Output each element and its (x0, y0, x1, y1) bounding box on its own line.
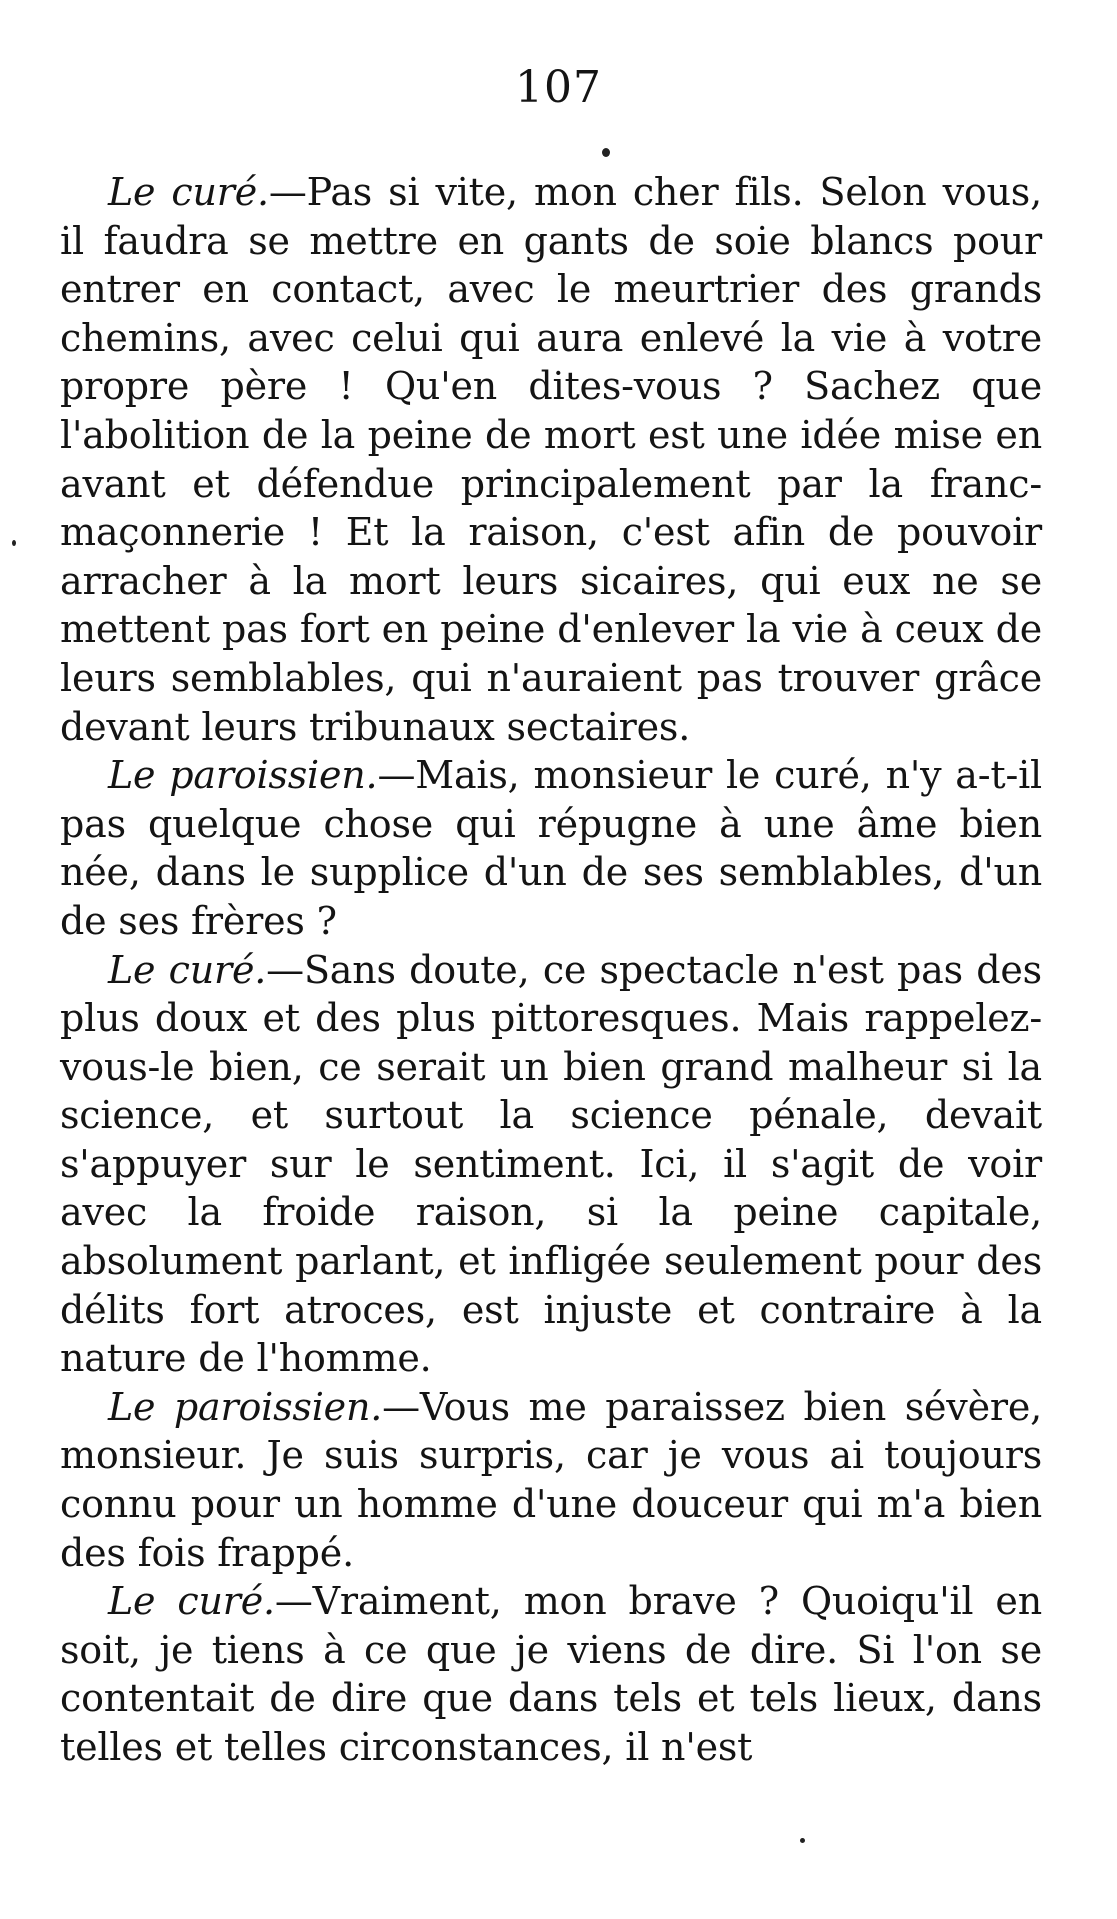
ink-speck (602, 148, 610, 157)
paragraph-text: —Vous me paraissez bien sévère, monsieur. Je suis surpris, car je vous ai toujours connu pour un homme d'une douceur qui m'a bien des fois frappé. (60, 1384, 1042, 1575)
paragraph (60, 946, 1042, 1383)
paragraph-text: —Mais, monsieur le curé, n'y a-t-il pas quelque chose qui répugne à une âme bien née, dans le supplice d'un de ses semblables, d'un de ses frères ? (60, 753, 1043, 943)
paragraph-text: —Sans doute, ce spectacle n'est pas des plus doux et des plus pittoresques. Mais rappelez-vous-le bien, ce serait un bien grand malheur si la science, et surtout la science pénale, devait s'appuyer sur le sentiment. Ici, il s'agit de voir avec la froide raison, si la peine capitale, absolument parlant, et infligée seulement pour des délits fort atroces, est injuste et contraire à la nature de l'homme. (60, 947, 1042, 1381)
paragraph (60, 1383, 1042, 1577)
paragraph (60, 168, 1042, 751)
ink-speck (12, 540, 16, 546)
paragraph (60, 751, 1042, 945)
dialogue-text (60, 168, 1042, 1772)
speaker-label: Le curé. (108, 1579, 275, 1624)
paragraph-text: —Vraiment, mon brave ? Quoiqu'il en soit, je tiens à ce que je viens de dire. Si l'on se contentait de dire que dans tels et tels lieux, dans telles et telles circonstances, il n'est (60, 1579, 1042, 1769)
speaker-label: Le curé. (108, 947, 267, 992)
speaker-label: Le paroissien. (108, 753, 378, 798)
paragraph-text: —Pas si vite, mon cher fils. Selon vous, il faudra se mettre en gants de soie blancs pour entrer en contact, avec le meurtrier des grands chemins, avec celui qui aura enlevé la vie à votre propre père ! Qu'en dites-vous ? Sachez que l'abolition de la peine de mort est une idée mise en avant et défendue principalement par la franc-maçonnerie ! Et la raison, c'est afin de pouvoir arracher à la mort leurs sicaires, qui eux ne se mettent pas fort en peine d'enlever la vie à ceux de leurs semblables, qui n'auraient pas trouver grâce devant leurs tribunaux sectaires. (60, 170, 1042, 749)
speaker-label: Le paroissien. (108, 1384, 383, 1429)
speaker-label: Le curé. (108, 170, 269, 214)
page-number: 107 (515, 62, 602, 113)
paragraph (60, 1577, 1042, 1771)
ink-speck (800, 1838, 805, 1843)
